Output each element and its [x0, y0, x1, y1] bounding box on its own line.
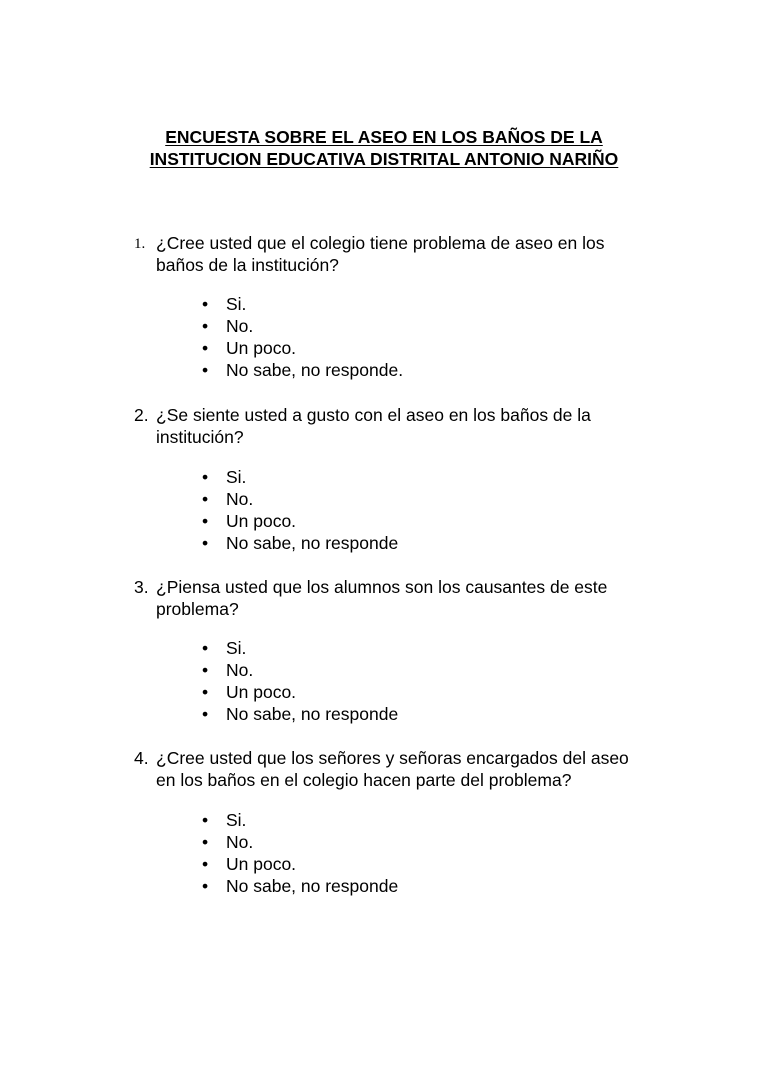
- option-label: Si.: [226, 638, 247, 658]
- option-item: [134, 337, 674, 359]
- bullet-icon: •: [202, 511, 209, 531]
- option-label: Un poco.: [226, 682, 297, 702]
- option-item: [134, 681, 674, 703]
- options-list: [134, 809, 674, 897]
- bullet-icon: •: [202, 294, 209, 314]
- question-line-2: baños de la institución?: [156, 255, 339, 275]
- question-text: [134, 232, 674, 276]
- question-1: [134, 232, 674, 381]
- question-line-1: ¿Se siente usted a gusto con el aseo en los baños de la: [156, 405, 591, 425]
- question-text: [134, 747, 674, 791]
- question-line-1: ¿Cree usted que los señores y señoras encargados del aseo: [156, 748, 629, 768]
- question-number: 3.: [134, 577, 149, 597]
- bullet-icon: •: [202, 316, 209, 336]
- bullet-icon: •: [202, 533, 209, 553]
- options-list: [134, 293, 674, 381]
- question-text: [134, 576, 674, 620]
- bullet-icon: •: [202, 810, 209, 830]
- option-label: Un poco.: [226, 338, 297, 358]
- option-item: [134, 875, 674, 897]
- question-text: [134, 404, 674, 448]
- option-item: [134, 659, 674, 681]
- option-item: [134, 315, 674, 337]
- question-number: 2.: [134, 405, 149, 425]
- question-number: 4.: [134, 748, 149, 768]
- options-list: [134, 466, 674, 554]
- bullet-icon: •: [202, 876, 209, 896]
- option-label: No.: [226, 316, 254, 336]
- option-item: [134, 293, 674, 315]
- bullet-icon: •: [202, 682, 209, 702]
- bullet-icon: •: [202, 338, 209, 358]
- option-label: Un poco.: [226, 511, 297, 531]
- option-label: No.: [226, 832, 254, 852]
- option-label: No sabe, no responde.: [226, 360, 404, 380]
- option-label: Si.: [226, 294, 247, 314]
- option-item: [134, 831, 674, 853]
- bullet-icon: •: [202, 832, 209, 852]
- title-line-2: INSTITUCION EDUCATIVA DISTRITAL ANTONIO NARIÑO: [149, 149, 619, 169]
- question-line-1: ¿Piensa usted que los alumnos son los causantes de este: [156, 577, 608, 597]
- bullet-icon: •: [202, 467, 209, 487]
- question-3: [134, 576, 674, 725]
- option-item: [134, 466, 674, 488]
- option-item: [134, 637, 674, 659]
- question-number: 1.: [134, 236, 146, 252]
- bullet-icon: •: [202, 360, 209, 380]
- option-item: [134, 359, 674, 381]
- question-line-2: institución?: [156, 427, 244, 447]
- option-label: Si.: [226, 810, 247, 830]
- bullet-icon: •: [202, 660, 209, 680]
- question-2: [134, 404, 674, 554]
- title-line-1: ENCUESTA SOBRE EL ASEO EN LOS BAÑOS DE LA: [165, 127, 603, 147]
- question-line-2: problema?: [156, 599, 239, 619]
- option-item: [134, 510, 674, 532]
- document-title: [0, 126, 768, 170]
- question-line-1: ¿Cree usted que el colegio tiene problema de aseo en los: [156, 233, 605, 253]
- option-label: No sabe, no responde: [226, 876, 399, 896]
- option-label: No.: [226, 660, 254, 680]
- option-item: [134, 809, 674, 831]
- option-item: [134, 703, 674, 725]
- question-4: [134, 747, 674, 897]
- option-label: Si.: [226, 467, 247, 487]
- option-label: No sabe, no responde: [226, 704, 399, 724]
- bullet-icon: •: [202, 854, 209, 874]
- bullet-icon: •: [202, 489, 209, 509]
- question-line-2: en los baños en el colegio hacen parte del problema?: [156, 770, 572, 790]
- option-label: No.: [226, 489, 254, 509]
- options-list: [134, 637, 674, 725]
- option-label: Un poco.: [226, 854, 297, 874]
- option-item: [134, 488, 674, 510]
- option-item: [134, 532, 674, 554]
- bullet-icon: •: [202, 704, 209, 724]
- option-item: [134, 853, 674, 875]
- option-label: No sabe, no responde: [226, 533, 399, 553]
- bullet-icon: •: [202, 638, 209, 658]
